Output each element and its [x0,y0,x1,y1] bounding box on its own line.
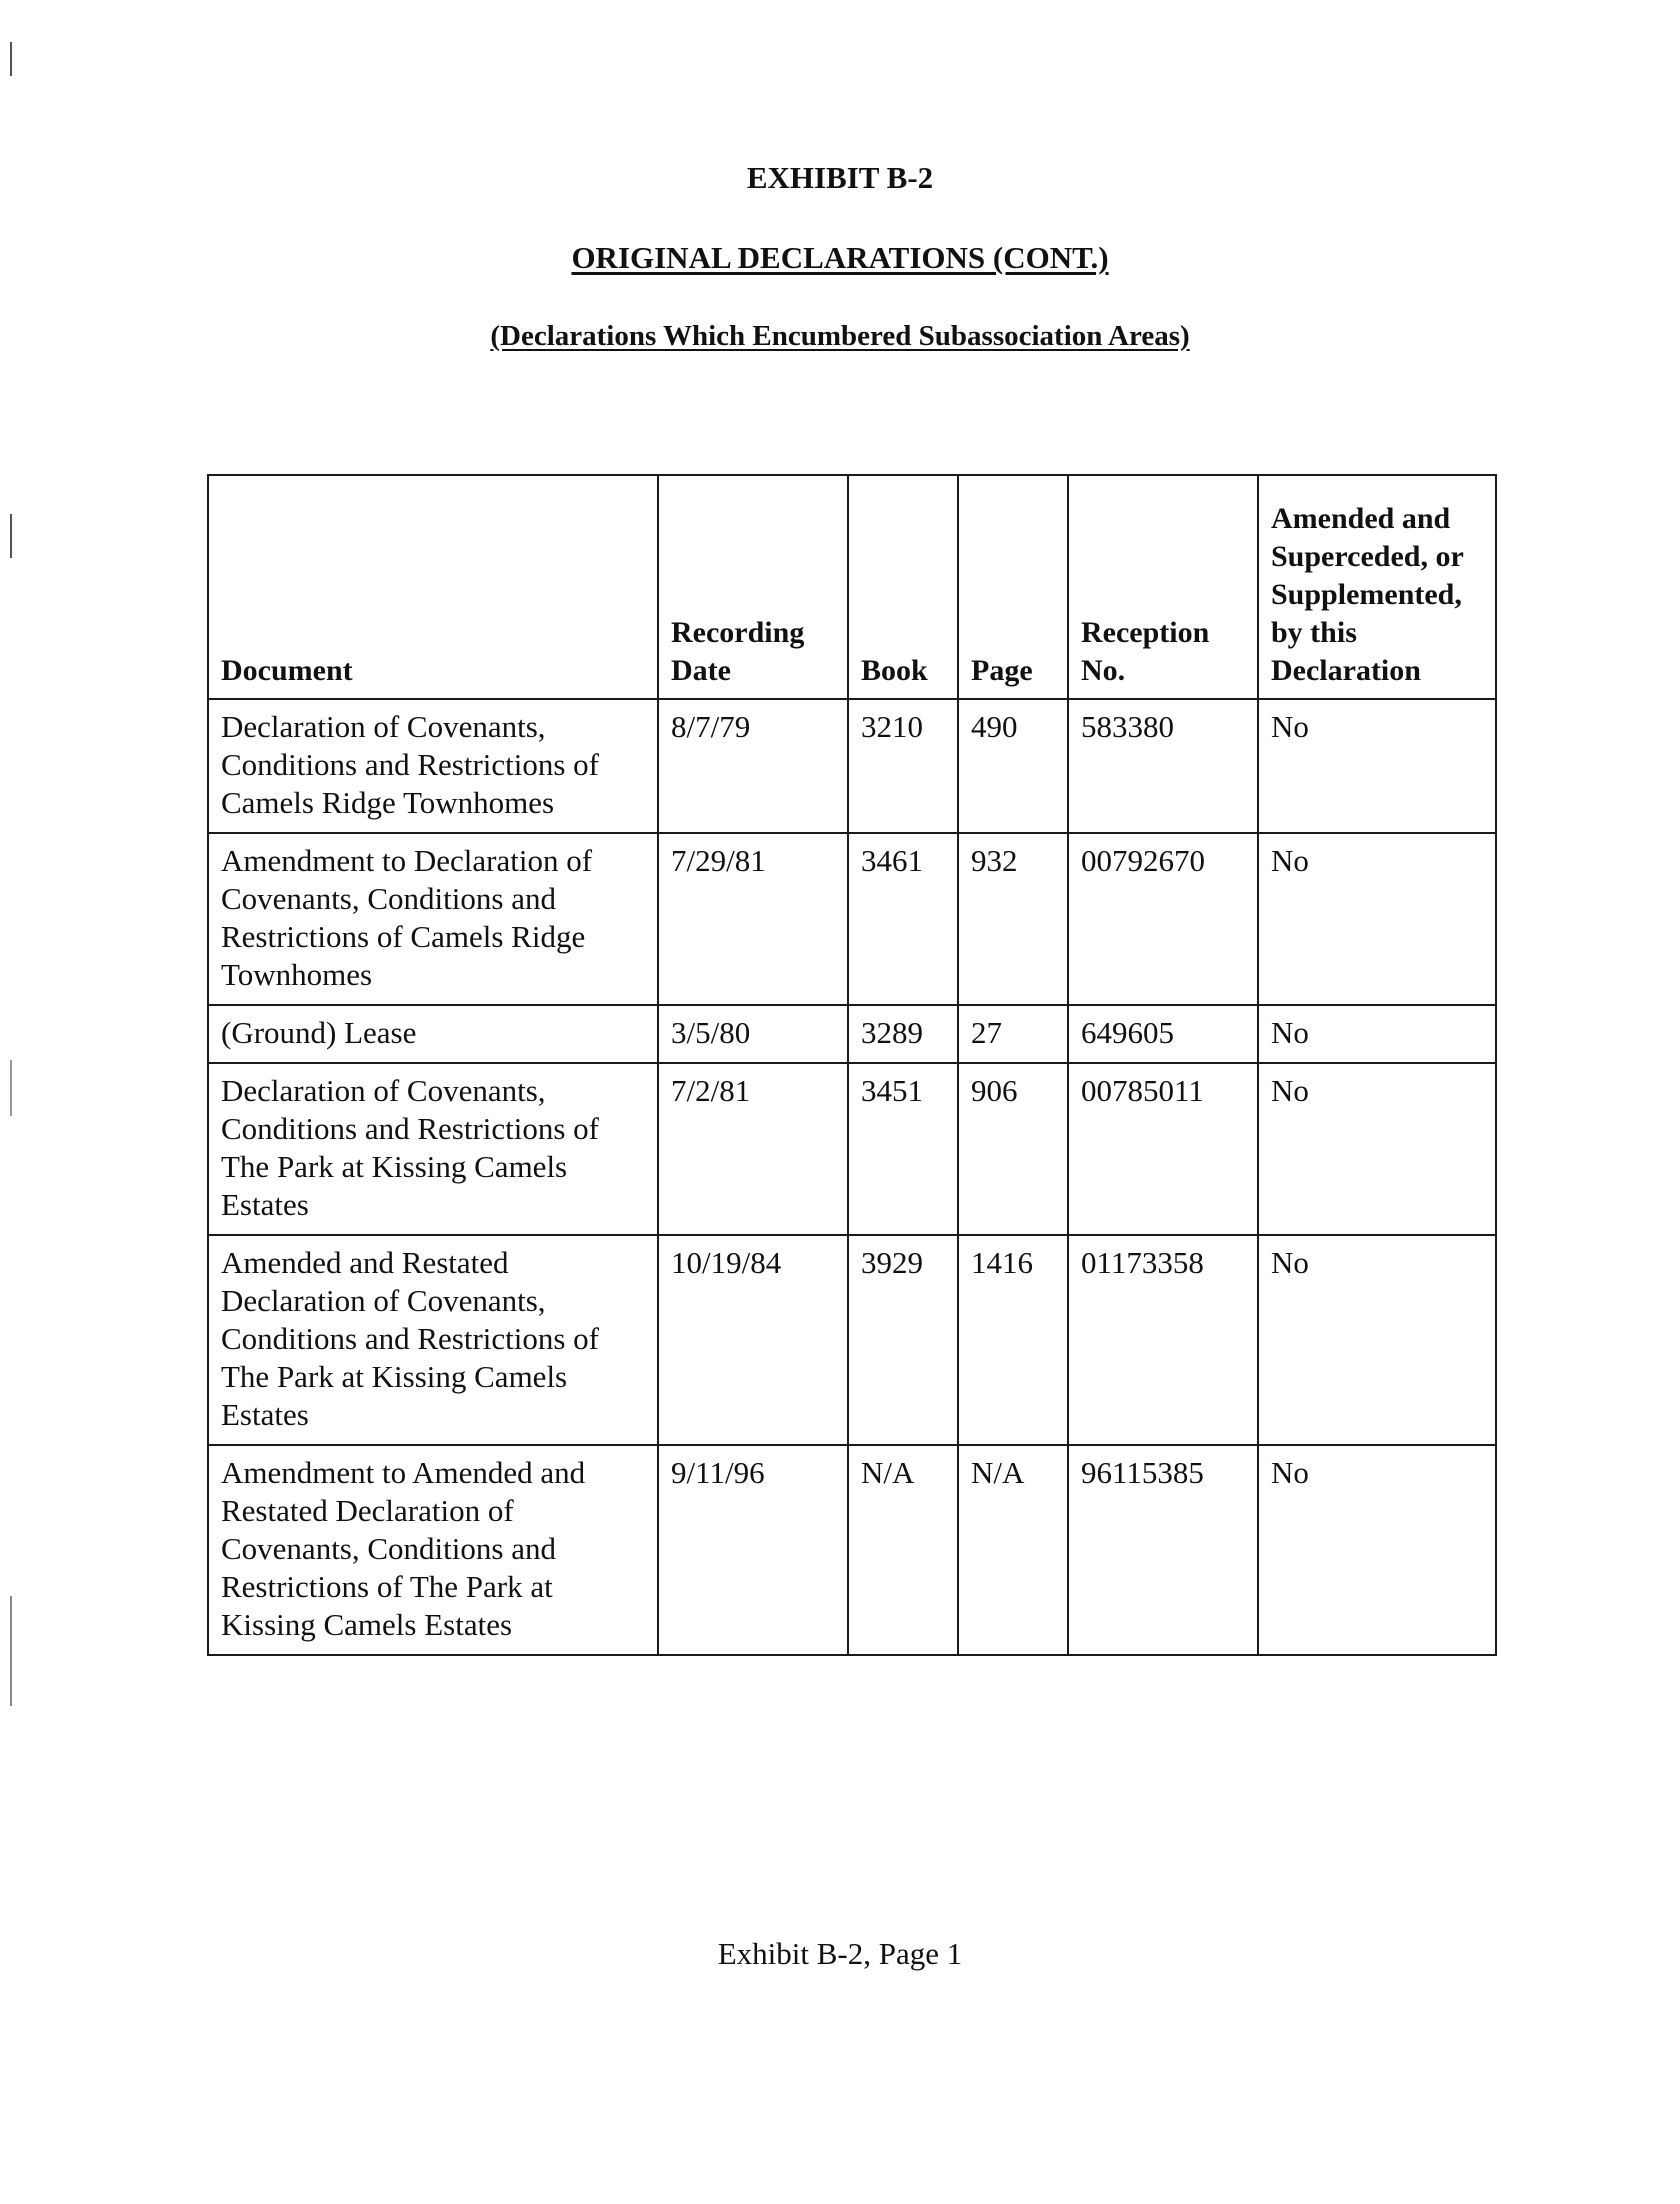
table-row [208,1445,1496,1655]
scan-artifact [10,1060,12,1116]
table-row [208,699,1496,833]
cell-page: 27 [958,1005,1068,1063]
cell-recording-date: 7/29/81 [658,833,848,1005]
cell-document: Declaration of Covenants, Conditions and Restrictions of Camels Ridge Townhomes [208,699,658,833]
column-header-document: Document [208,475,658,699]
cell-recording-date: 3/5/80 [658,1005,848,1063]
cell-document: Amendment to Declaration of Covenants, Conditions and Restrictions of Camels Ridge Townhomes [208,833,658,1005]
cell-amended: No [1258,1235,1496,1445]
cell-recording-date: 8/7/79 [658,699,848,833]
main-heading: ORIGINAL DECLARATIONS (CONT.) [571,240,1109,275]
cell-amended: No [1258,1005,1496,1063]
cell-document: Amendment to Amended and Restated Declaration of Covenants, Conditions and Restrictions of The Park at Kissing Camels Estates [208,1445,658,1655]
column-header-reception-no: Reception No. [1068,475,1258,699]
column-header-amended: Amended and Superceded, or Supplemented, by this Declaration [1258,475,1496,699]
table-row [208,833,1496,1005]
cell-page: 1416 [958,1235,1068,1445]
cell-book: N/A [848,1445,958,1655]
scan-artifact [10,1596,12,1706]
cell-amended: No [1258,833,1496,1005]
cell-book: 3210 [848,699,958,833]
cell-page: 906 [958,1063,1068,1235]
table-row [208,1235,1496,1445]
cell-reception-no: 00785011 [1068,1063,1258,1235]
cell-page: 932 [958,833,1068,1005]
cell-reception-no: 00792670 [1068,833,1258,1005]
page-footer: Exhibit B-2, Page 1 [717,1936,963,1971]
cell-amended: No [1258,1063,1496,1235]
cell-recording-date: 9/11/96 [658,1445,848,1655]
cell-amended: No [1258,1445,1496,1655]
cell-page: 490 [958,699,1068,833]
column-header-recording-date: Recording Date [658,475,848,699]
column-header-book: Book [848,475,958,699]
sub-heading: (Declarations Which Encumbered Subassociation Areas) [490,320,1190,352]
cell-page: N/A [958,1445,1068,1655]
scan-artifact [10,42,12,76]
cell-document: Amended and Restated Declaration of Covenants, Conditions and Restrictions of The Park at Kissing Camels Estates [208,1235,658,1445]
cell-reception-no: 96115385 [1068,1445,1258,1655]
cell-document: (Ground) Lease [208,1005,658,1063]
cell-recording-date: 10/19/84 [658,1235,848,1445]
table-row [208,1063,1496,1235]
table-header-row [208,475,1496,699]
scan-artifact [10,514,12,558]
declarations-table [207,474,1497,1656]
cell-recording-date: 7/2/81 [658,1063,848,1235]
cell-amended: No [1258,699,1496,833]
cell-document: Declaration of Covenants, Conditions and Restrictions of The Park at Kissing Camels Estates [208,1063,658,1235]
cell-book: 3289 [848,1005,958,1063]
cell-book: 3929 [848,1235,958,1445]
exhibit-title: EXHIBIT B-2 [746,160,934,195]
table-row [208,1005,1496,1063]
cell-reception-no: 583380 [1068,699,1258,833]
cell-book: 3461 [848,833,958,1005]
cell-book: 3451 [848,1063,958,1235]
column-header-page: Page [958,475,1068,699]
cell-reception-no: 649605 [1068,1005,1258,1063]
cell-reception-no: 01173358 [1068,1235,1258,1445]
